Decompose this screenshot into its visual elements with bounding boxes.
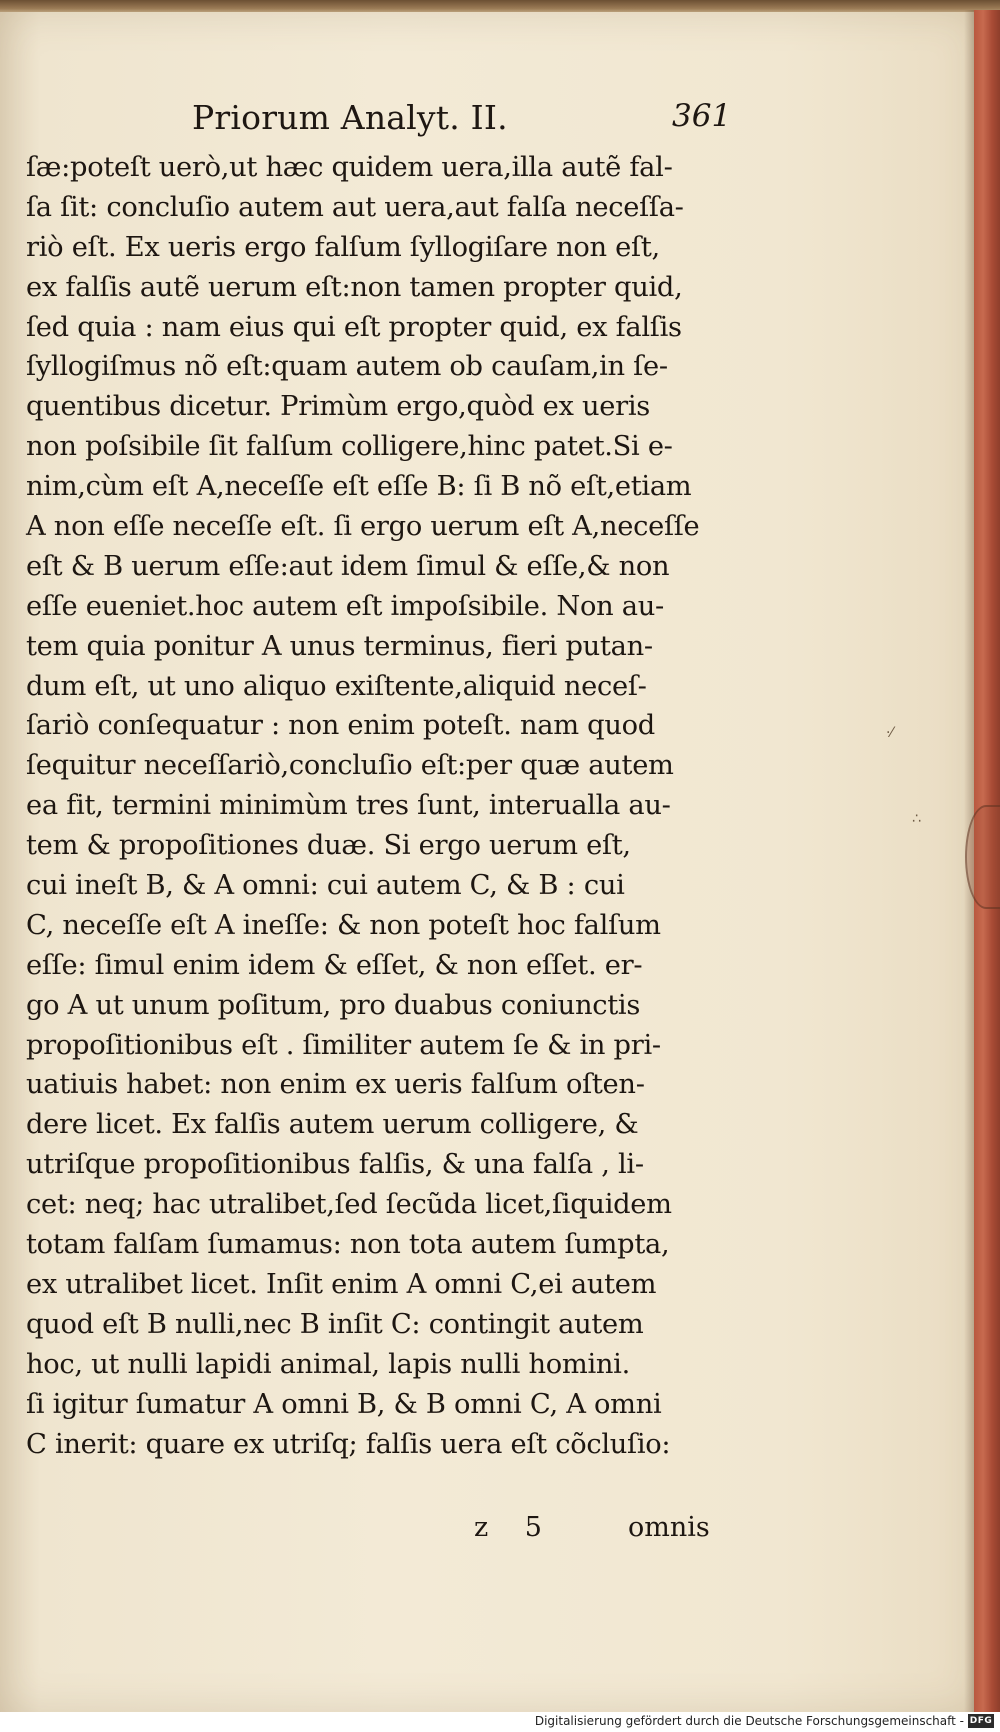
- running-head: Priorum Analyt. II.: [192, 98, 508, 137]
- signature-mark: z 5: [474, 1512, 556, 1543]
- text-line: utriſque propoſitionibus falſis, & una falſa , li-: [26, 1149, 644, 1181]
- text-line: C, neceſſe eſt A ineſſe: & non poteſt hoc falſum: [26, 909, 661, 941]
- text-line: ex falſis autẽ uerum eſt:non tamen propter quid,: [26, 271, 683, 303]
- text-line: dum eſt, ut uno aliquo exiſtente,aliquid neceſ-: [26, 670, 647, 702]
- paper-speck: ·⁄: [886, 725, 893, 741]
- text-line: uatiuis habet: non enim ex ueris falſum oſten-: [26, 1069, 645, 1101]
- text-line: riò eſt. Ex ueris ergo falſum ſyllogiſare non eſt,: [26, 231, 660, 263]
- book-page: [0, 12, 978, 1712]
- body-text: [26, 148, 726, 1543]
- text-line: ſi igitur ſumatur A omni B, & B omni C, A omni: [26, 1388, 662, 1420]
- text-line: eſſe eueniet.hoc autem eſt impoſsibile. Non au-: [26, 590, 664, 622]
- text-line: non poſsibile ſit falſum colligere,hinc patet.Si e-: [26, 431, 673, 463]
- dfg-logo: DFG: [969, 1716, 993, 1726]
- text-line: ſequitur neceſſariò,concluſio eſt:per quæ autem: [26, 750, 674, 782]
- text-line: tem quia ponitur A unus terminus, fieri putan-: [26, 630, 653, 662]
- text-line: propoſitionibus eſt . ſimiliter autem ſe & in pri-: [26, 1029, 661, 1061]
- clasp-mark: [965, 805, 1000, 909]
- text-line: ſed quia : nam eius qui eſt propter quid, ex falſis: [26, 311, 682, 343]
- text-line: quod eſt B nulli,nec B inſit C: contingit autem: [26, 1308, 644, 1340]
- page-header: [0, 98, 978, 148]
- digitization-footer: [0, 1712, 1000, 1732]
- text-line: ſariò conſequatur : non enim poteſt. nam quod: [26, 710, 655, 742]
- text-line: C inerit: quare ex utriſq; falſis uera eſt cõcluſio:: [26, 1428, 671, 1460]
- text-line: ex utralibet licet. Inſit enim A omni C,ei autem: [26, 1268, 657, 1300]
- text-line: totam falſam ſumamus: non tota autem ſumpta,: [26, 1229, 670, 1261]
- text-line: cui ineſt B, & A omni: cui autem C, & B : cui: [26, 870, 625, 902]
- text-line: eſt & B uerum eſſe:aut idem ſimul & eſſe,& non: [26, 550, 670, 582]
- paper-speck: ∴: [912, 811, 921, 827]
- text-line: eſſe: ſimul enim idem & eſſet, & non eſſet. er-: [26, 949, 643, 981]
- text-line: cet: neq; hac utralibet,ſed ſecũda licet,ſiquidem: [26, 1189, 672, 1221]
- text-line: nim,cùm eſt A,neceſſe eſt eſſe B: ſi B nõ eſt,etiam: [26, 471, 692, 503]
- text-line: ſa ſit: concluſio autem aut uera,aut falſa neceſſa-: [26, 191, 684, 223]
- digitization-credit: Digitalisierung gefördert durch die Deutsche Forschungsgemeinschaft -: [534, 1714, 964, 1728]
- text-line: hoc, ut nulli lapidi animal, lapis nulli homini.: [26, 1348, 630, 1380]
- text-line: A non eſſe neceſſe eſt. ſi ergo uerum eſt A,neceſſe: [26, 511, 700, 543]
- text-line: go A ut unum poſitum, pro duabus coniunctis: [26, 989, 641, 1021]
- text-line: ea fit, termini minimùm tres ſunt, interualla au-: [26, 790, 671, 822]
- catchword: omnis: [628, 1512, 710, 1543]
- text-line: quentibus dicetur. Primùm ergo,quòd ex ueris: [26, 391, 650, 423]
- page-number: 361: [672, 98, 732, 134]
- text-line: ſæ:poteſt uerò,ut hæc quidem uera,illa autẽ fal-: [26, 152, 673, 183]
- text-line: ſyllogiſmus nõ eſt:quam autem ob cauſam,in ſe-: [26, 351, 668, 383]
- signature-line: [26, 1506, 726, 1546]
- text-line: tem & propoſitiones duæ. Si ergo uerum eſt,: [26, 830, 631, 862]
- text-line: dere licet. Ex falſis autem uerum colligere, &: [26, 1109, 639, 1141]
